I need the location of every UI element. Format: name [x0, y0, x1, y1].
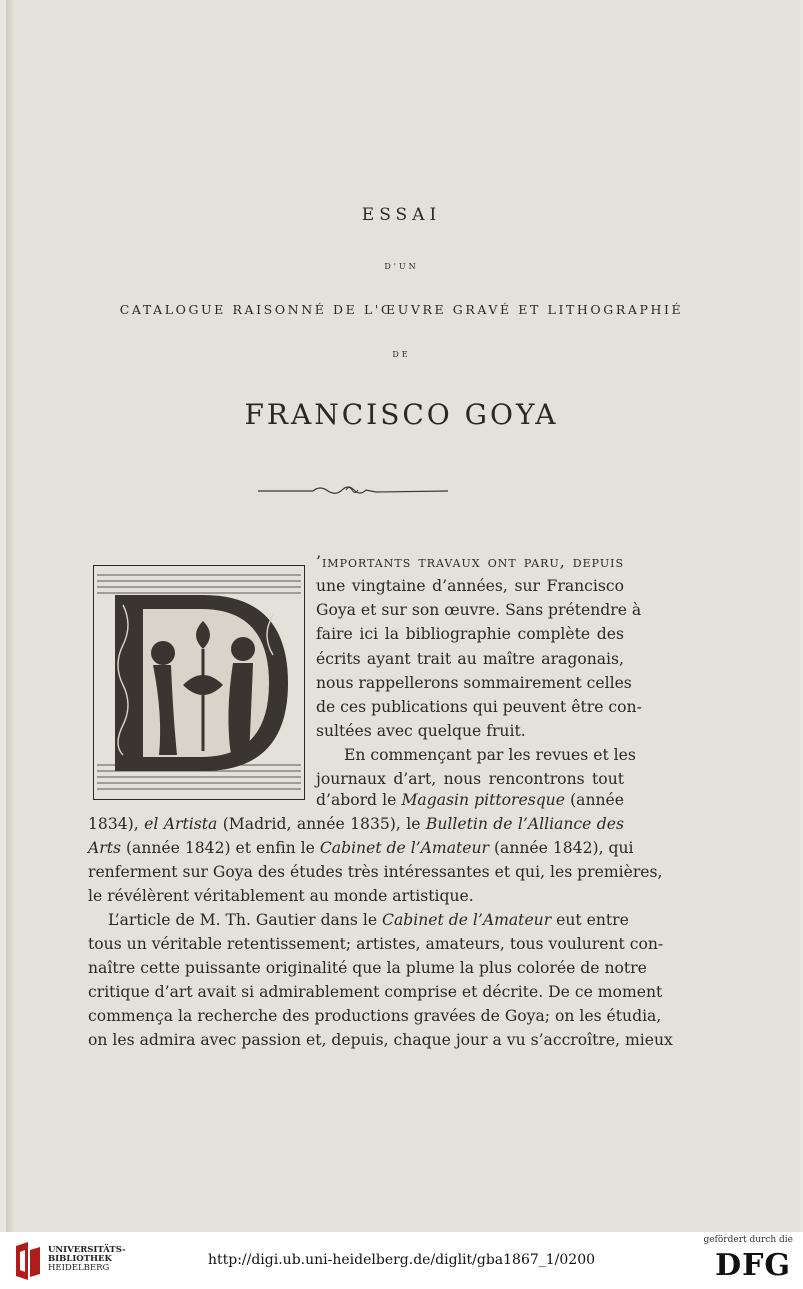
dfg-logo: DFG [715, 1248, 791, 1283]
text-line: faire ici la bibliographie complète des [316, 625, 624, 643]
text-line: En commençant par les revues et les [344, 746, 636, 764]
document-url-link[interactable]: http://digi.ub.uni-heidelberg.de/diglit/gba1867_1/0200 [207, 1252, 596, 1268]
text-line: nous rappellerons sommairement celles [316, 674, 632, 692]
page-edge-shadow [6, 0, 14, 1232]
text-line: Goya et sur son œuvre. Sans prétendre à [316, 601, 642, 619]
text-line: sultées avec quelque fruit. [316, 722, 526, 740]
text-line: naître cette puissante originalité que la plume la plus colorée de notre [88, 959, 647, 977]
funding-note: gefördert durch die [703, 1235, 793, 1245]
title-de: DE [392, 350, 411, 359]
title-essai: ESSAI [361, 205, 442, 225]
text-line: une vingtaine d’années, sur Francisco [316, 577, 624, 595]
text-line: ’importants travaux ont paru, depuis [316, 553, 624, 571]
title-francisco-goya: FRANCISCO GOYA [244, 398, 559, 431]
text-line: journaux d’art, nous rencontrons tout [316, 770, 624, 788]
text-line: le révélèrent véritablement au monde artistique. [88, 887, 474, 905]
text-line: d’abord le Magasin pittoresque (année [316, 791, 624, 809]
text-line: commença la recherche des productions gravées de Goya; on les étudia, [88, 1007, 662, 1025]
library-name: UNIVERSITÄTS- BIBLIOTHEK HEIDELBERG [48, 1245, 126, 1273]
text-line: de ces publications qui peuvent être con- [316, 698, 642, 716]
ornament-divider-icon [258, 480, 448, 500]
text-line: critique d’art avait si admirablement comprise et décrite. De ce moment [88, 983, 663, 1001]
title-catalogue: CATALOGUE RAISONNÉ DE L'ŒUVRE GRAVÉ ET LITHOGRAPHIÉ [119, 302, 684, 317]
decorated-initial-d-icon [93, 565, 305, 800]
title-dun: D'UN [384, 262, 419, 271]
text-line: 1834), el Artista (Madrid, année 1835), le Bulletin de l’Alliance des [88, 815, 625, 833]
text-line: Arts (année 1842) et enfin le Cabinet de l’Amateur (année 1842), qui [88, 839, 634, 857]
text-line: tous un véritable retentissement; artistes, amateurs, tous voulurent con- [88, 935, 664, 953]
text-line: L’article de M. Th. Gautier dans le Cabinet de l’Amateur eut entre [108, 911, 629, 929]
text-line: écrits ayant trait au maître aragonais, [316, 650, 624, 668]
text-line: on les admira avec passion et, depuis, chaque jour a vu s’accroître, mieux [88, 1031, 673, 1049]
text-line: renferment sur Goya des études très intéressantes et qui, les premières, [88, 863, 663, 881]
